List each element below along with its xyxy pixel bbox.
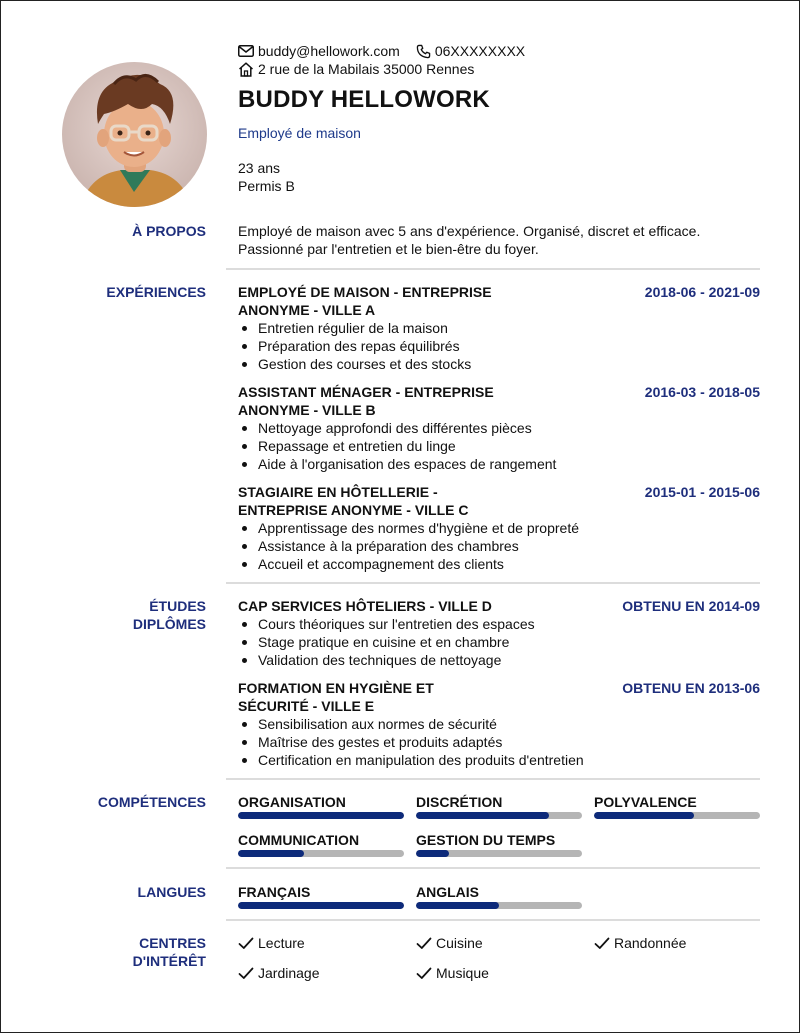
skill-name: GESTION DU TEMPS: [416, 832, 556, 848]
check-icon: [238, 967, 254, 980]
contact-block: [238, 42, 541, 78]
envelope-icon: [238, 45, 254, 57]
phone-text: 06XXXXXXXX: [434, 43, 526, 59]
entry-title: FORMATION EN HYGIÈNE ET SÉCURITÉ - VILLE E: [238, 680, 434, 714]
email-item[interactable]: [238, 42, 400, 60]
interest-label: Cuisine: [436, 935, 483, 951]
entry-date: 2015-01 - 2015-06: [644, 484, 760, 500]
divider: [226, 268, 760, 270]
skill-bar-fill: [416, 812, 549, 819]
section-label-languages: LANGUES: [137, 884, 206, 900]
skill-item: [238, 793, 404, 819]
list-item: Sensibilisation aux normes de sécurité: [238, 715, 760, 733]
list-item: Gestion des courses et des stocks: [238, 355, 760, 373]
skill-bar-fill: [416, 850, 449, 857]
skill-bar: [416, 850, 582, 857]
about-line: Passionné par l'entretien et le bien-être du foyer.: [238, 241, 539, 257]
language-bar-fill: [416, 902, 499, 909]
skill-item: [416, 831, 582, 857]
divider: [226, 867, 760, 869]
list-item: Assistance à la préparation des chambres: [238, 537, 760, 555]
interest-label: Randonnée: [614, 935, 687, 951]
language-name: FRANÇAIS: [238, 884, 311, 900]
check-icon: [416, 967, 432, 980]
about-text: [238, 222, 760, 258]
section-label-skills: COMPÉTENCES: [97, 794, 206, 810]
entry-title: EMPLOYÉ DE MAISON - ENTREPRISE ANONYME - VILLE A: [238, 284, 492, 318]
list-item: Entretien régulier de la maison: [238, 319, 760, 337]
entry-title: STAGIAIRE EN HÔTELLERIE - ENTREPRISE ANONYME - VILLE C: [238, 484, 469, 518]
job-title: Employé de maison: [238, 125, 361, 141]
interest-item: [416, 934, 483, 952]
driving-license: Permis B: [238, 178, 295, 194]
entry-title: ASSISTANT MÉNAGER - ENTREPRISE ANONYME - VILLE B: [238, 384, 494, 418]
interest-item: [594, 934, 686, 952]
divider: [226, 778, 760, 780]
divider: [226, 582, 760, 584]
home-icon: [238, 62, 254, 77]
skill-name: DISCRÉTION: [416, 794, 503, 810]
language-item: [238, 883, 404, 909]
address-text: 2 rue de la Mabilais 35000 Rennes: [258, 61, 475, 77]
interest-label: Lecture: [258, 935, 305, 951]
about-line: Employé de maison avec 5 ans d'expérience. Organisé, discret et efficace.: [238, 223, 701, 239]
email-text: buddy@hellowork.com: [258, 43, 400, 59]
personal-info: [238, 159, 295, 195]
experience-entry: [238, 383, 760, 473]
entry-date: OBTENU EN 2014-09: [622, 598, 760, 614]
skill-item: [416, 793, 582, 819]
check-icon: [416, 937, 432, 950]
list-item: Préparation des repas équilibrés: [238, 337, 760, 355]
skill-bar: [238, 850, 404, 857]
avatar: [62, 62, 207, 207]
divider: [226, 919, 760, 921]
section-label-experiences: EXPÉRIENCES: [106, 284, 206, 300]
bullet-list: [238, 419, 760, 473]
entry-date: 2016-03 - 2018-05: [644, 384, 760, 400]
skill-name: ORGANISATION: [238, 794, 346, 810]
address-item: [238, 60, 474, 78]
phone-icon: [416, 44, 431, 59]
list-item: Maîtrise des gestes et produits adaptés: [238, 733, 760, 751]
education-entry: [238, 597, 760, 669]
section-label-education: ÉTUDES DIPLÔMES: [132, 598, 206, 632]
entry-date: 2018-06 - 2021-09: [644, 284, 760, 300]
skill-bar-fill: [238, 850, 304, 857]
list-item: Stage pratique en cuisine et en chambre: [238, 633, 760, 651]
skill-bar: [416, 812, 582, 819]
list-item: Aide à l'organisation des espaces de rangement: [238, 455, 760, 473]
entry-title: CAP SERVICES HÔTELIERS - VILLE D: [238, 598, 492, 614]
candidate-name: BUDDY HELLOWORK: [238, 86, 490, 113]
skill-item: [594, 793, 760, 819]
skill-name: COMMUNICATION: [238, 832, 360, 848]
skill-name: POLYVALENCE: [594, 794, 697, 810]
phone-item[interactable]: [416, 42, 525, 60]
list-item: Nettoyage approfondi des différentes pièces: [238, 419, 760, 437]
bullet-list: [238, 615, 760, 669]
bullet-list: [238, 519, 760, 573]
language-bar: [416, 902, 582, 909]
list-item: Apprentissage des normes d'hygiène et de propreté: [238, 519, 760, 537]
bullet-list: [238, 319, 760, 373]
interest-item: [238, 964, 320, 982]
list-item: Certification en manipulation des produits d'entretien: [238, 751, 760, 769]
list-item: Accueil et accompagnement des clients: [238, 555, 760, 573]
interest-item: [416, 964, 489, 982]
list-item: Repassage et entretien du linge: [238, 437, 760, 455]
language-bar: [238, 902, 404, 909]
age: 23 ans: [238, 160, 281, 176]
experience-entry: [238, 483, 760, 573]
check-icon: [238, 937, 254, 950]
entry-date: OBTENU EN 2013-06: [622, 680, 760, 696]
bullet-list: [238, 715, 760, 769]
list-item: Validation des techniques de nettoyage: [238, 651, 760, 669]
skill-bar-fill: [238, 812, 404, 819]
skill-bar: [238, 812, 404, 819]
skill-bar: [594, 812, 760, 819]
section-label-about: À PROPOS: [132, 223, 206, 239]
experience-entry: [238, 283, 760, 373]
language-item: [416, 883, 582, 909]
interest-item: [238, 934, 305, 952]
language-bar-fill: [238, 902, 404, 909]
interest-label: Musique: [436, 965, 489, 981]
education-entry: [238, 679, 760, 769]
section-label-interests: CENTRES D'INTÉRÊT: [132, 935, 206, 969]
interest-label: Jardinage: [258, 965, 320, 981]
skill-item: [238, 831, 404, 857]
list-item: Cours théoriques sur l'entretien des espaces: [238, 615, 760, 633]
skill-bar-fill: [594, 812, 694, 819]
language-name: ANGLAIS: [416, 884, 479, 900]
check-icon: [594, 937, 610, 950]
